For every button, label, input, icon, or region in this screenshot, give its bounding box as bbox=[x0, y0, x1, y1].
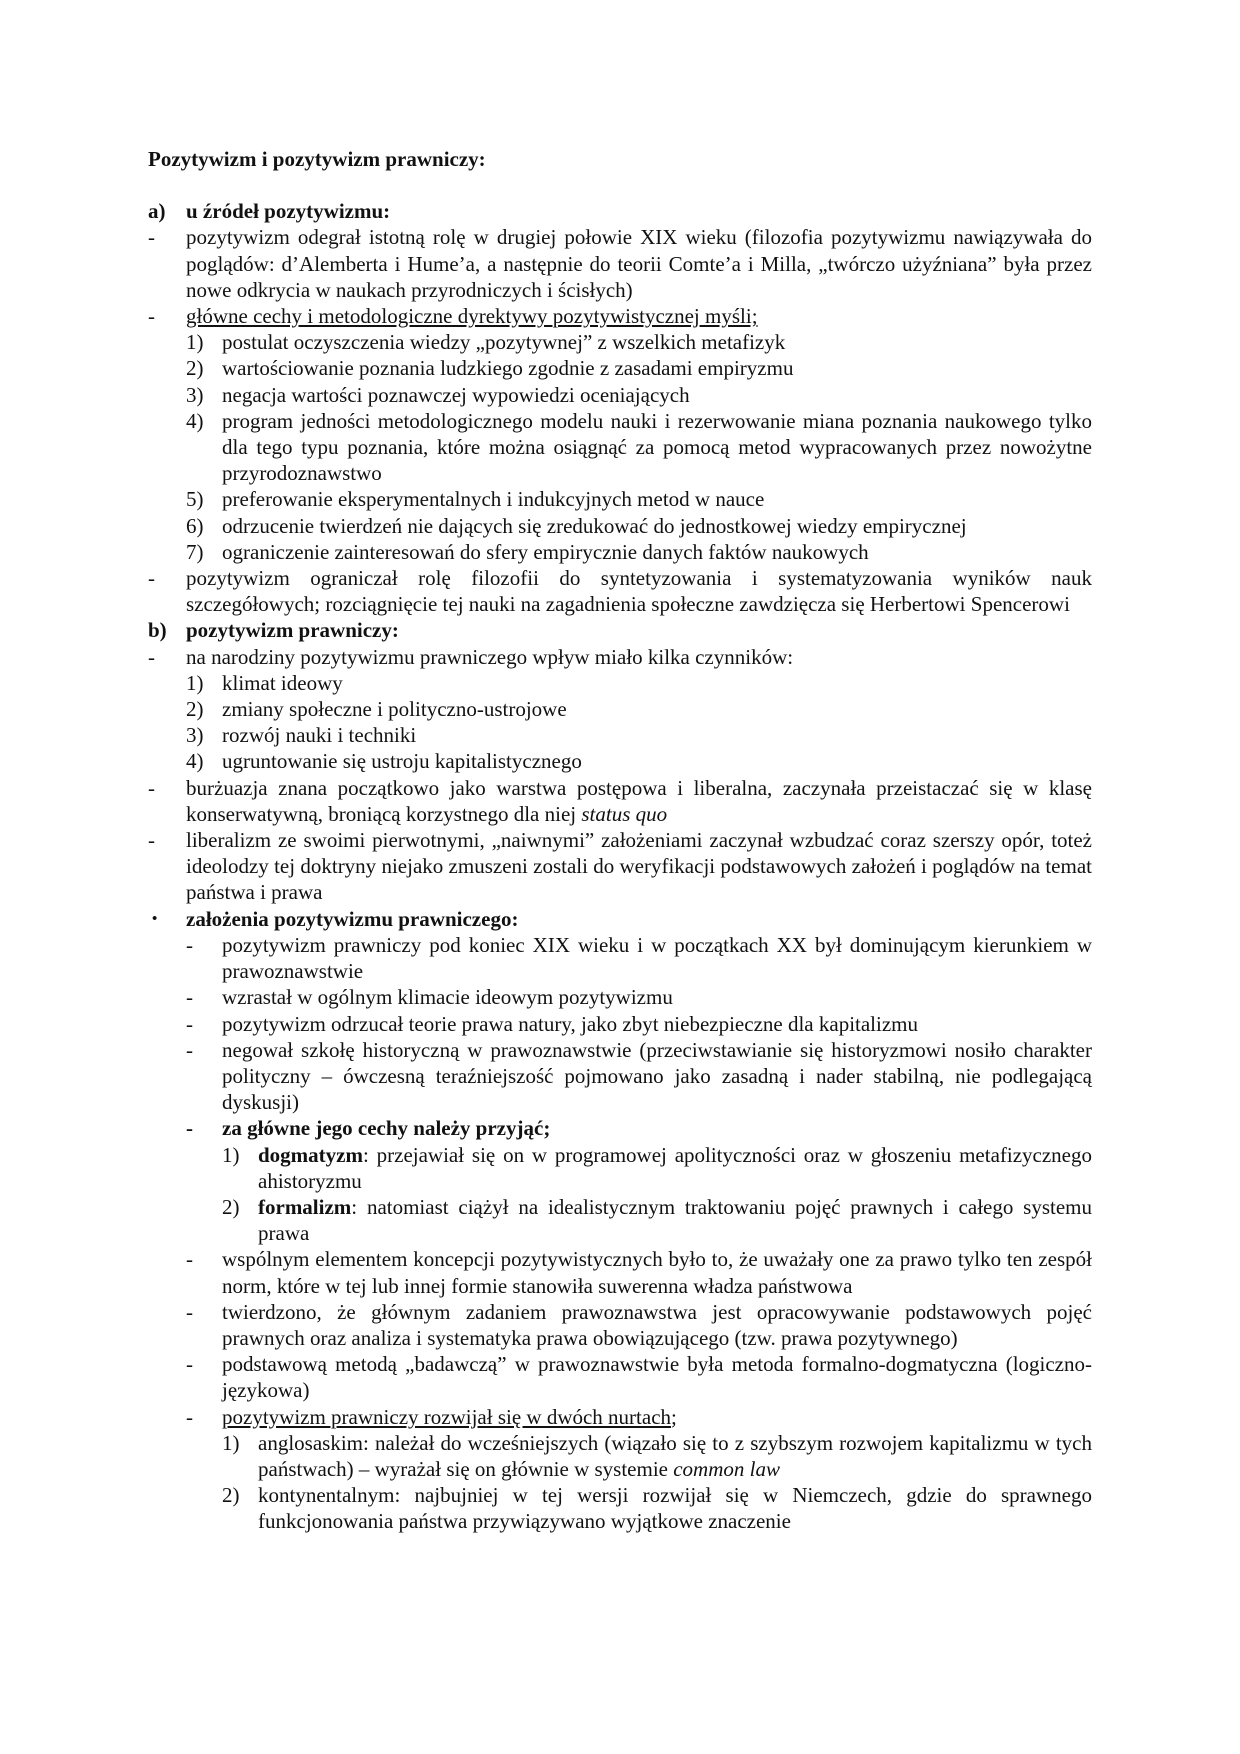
dash-marker: - bbox=[148, 225, 155, 250]
dash-marker: - bbox=[148, 566, 155, 591]
section-marker: b) bbox=[148, 618, 167, 643]
list-item: - za główne jego cechy należy przyjąć; bbox=[186, 1116, 551, 1141]
list-item: - burżuazja znana początkowo jako warstwa postępowa i liberalna, zaczynała przeistaczać się w klasę konserwatywną, broniącą korzystnego dla niej status quo bbox=[148, 775, 1092, 826]
section-marker: a) bbox=[148, 199, 166, 224]
list-item: - pozytywizm prawniczy pod koniec XIX wieku i w początkach XX był dominującym kierunkiem w prawoznawstwie bbox=[186, 932, 1092, 984]
section-a-heading: a) u źródeł pozytywizmu: bbox=[148, 199, 391, 224]
numbered-item: 5) preferowanie eksperymentalnych i indukcyjnych metod w nauce bbox=[186, 487, 765, 512]
list-item: - pozytywizm odrzucał teorie prawa natury, jako zbyt niebezpieczne dla kapitalizmu bbox=[186, 1011, 919, 1036]
document-page bbox=[148, 146, 1092, 1535]
numbered-item: 3) negacja wartości poznawczej wypowiedzi oceniających bbox=[186, 382, 690, 407]
dash-marker: - bbox=[148, 304, 155, 329]
numbered-item: 6) odrzucenie twierdzeń nie dających się zredukować do jednostkowej wiedzy empirycznej bbox=[186, 513, 967, 538]
list-item: - twierdzono, że głównym zadaniem prawoznawstwa jest opracowywanie podstawowych pojęć prawnych oraz analiza i systematyka prawa obowiązującego (tzw. prawa pozytywnego) bbox=[186, 1299, 1092, 1350]
list-item: - na narodziny pozytywizmu prawniczego wpływ miało kilka czynników: bbox=[148, 644, 794, 669]
numbered-item: 1) dogmatyzm: przejawiał się on w programowej apolityczności oraz w głoszeniu metafizycznego ahistoryzmu bbox=[222, 1142, 1092, 1193]
dash-marker: - bbox=[148, 775, 155, 800]
list-item: - pozytywizm ograniczał rolę filozofii do syntetyzowania i systematyzowania wyników nauk szczegółowych; rozciągnięcie tej nauki na zagadnienia społeczne zawdzięcza się Herbertowi Spencerowi bbox=[148, 566, 1092, 617]
numbered-item: 2) kontynentalnym: najbujniej w tej wersji rozwijał się w Niemczech, gdzie do sprawnego funkcjonowania państwa przywiązywano wyjątkowe znaczenie bbox=[222, 1483, 1092, 1534]
list-item: - pozytywizm odegrał istotną rolę w drugiej połowie XIX wieku (filozofia pozytywizmu nawiązywała do poglądów: d’Alemberta i Hume’a, a następnie do teorii Comte’a i Milla, „twórczo użyźniana” była przez nowe odkrycia w naukach przyrodniczych i ścisłych) bbox=[148, 225, 1092, 302]
numbered-item: 3) rozwój nauki i techniki bbox=[186, 723, 417, 748]
list-item: - liberalizm ze swoimi pierwotnymi, „naiwnymi” założeniami zaczynał wzbudzać coraz szerszy opór, toteż ideolodzy tej doktryny niejako zmuszeni zostali do weryfikacji podstawowych założeń i poglądów na temat państwa i prawa bbox=[148, 828, 1092, 905]
numbered-item: 1) postulat oczyszczenia wiedzy „pozytywnej” z wszelkich metafizyk bbox=[186, 330, 786, 355]
numbered-item: 2) formalizm: natomiast ciążył na idealistycznym traktowaniu pojęć prawnych i całego systemu prawa bbox=[222, 1194, 1092, 1246]
list-item: - negował szkołę historyczną w prawoznawstwie (przeciwstawianie się historyzmowi nosiło charakter polityczny – ówczesną teraźniejszość pojmowano jako zasadną i nader stabilną, nie podlegającą dyskusji) bbox=[186, 1037, 1092, 1115]
assumptions-heading: • założenia pozytywizmu prawniczego: bbox=[152, 906, 519, 931]
dash-marker: - bbox=[148, 828, 155, 853]
numbered-item: 4) program jedności metodologicznego modelu nauki i rezerwowanie miana poznania naukowego tylko dla tego typu poznania, które można osiągnąć za pomocą metod wypracowanych przez nowożytne przyrodoznawstwo bbox=[186, 408, 1092, 486]
subheading: główne cechy i metodologiczne dyrektywy pozytywistycznej myśli; bbox=[186, 304, 758, 329]
subheading: pozytywizm prawniczy rozwijał się w dwóch nurtach bbox=[222, 1404, 672, 1429]
numbered-item: 1) anglosaskim: należał do wcześniejszych (wiązało się to z szybszym rozwojem kapitalizmu w tych państwach) – wyrażał się on głównie w systemie common law bbox=[222, 1430, 1092, 1481]
term: formalizm bbox=[258, 1194, 352, 1219]
list-item: - wspólnym elementem koncepcji pozytywistycznych było to, że uważały one za prawo tylko ten zespół norm, które w tej lub innej formie stanowiła suwerenna władza państwowa bbox=[186, 1247, 1092, 1298]
list-item: - pozytywizm prawniczy rozwijał się w dwóch nurtach; bbox=[186, 1404, 677, 1429]
list-item bbox=[148, 303, 1092, 329]
numbered-item: 2) wartościowanie poznania ludzkiego zgodnie z zasadami empiryzmu bbox=[186, 356, 794, 381]
bullet-icon: • bbox=[152, 910, 158, 927]
term: dogmatyzm bbox=[258, 1142, 363, 1167]
list-item: - podstawową metodą „badawczą” w prawoznawstwie była metoda formalno-dogmatyczna (logiczno-językowa) bbox=[186, 1352, 1092, 1403]
document-title: Pozytywizm i pozytywizm prawniczy: bbox=[148, 147, 486, 171]
numbered-item: 1) klimat ideowy bbox=[186, 670, 343, 695]
dash-marker: - bbox=[148, 644, 155, 669]
section-b-heading: b) pozytywizm prawniczy: bbox=[148, 618, 399, 643]
numbered-item: 4) ugruntowanie się ustroju kapitalistycznego bbox=[186, 749, 582, 774]
list-item: - wzrastał w ogólnym klimacie ideowym pozytywizmu bbox=[186, 985, 673, 1010]
numbered-item: 7) ograniczenie zainteresowań do sfery empirycznie danych faktów naukowych bbox=[186, 539, 869, 564]
numbered-item: 2) zmiany społeczne i polityczno-ustrojowe bbox=[186, 697, 567, 722]
